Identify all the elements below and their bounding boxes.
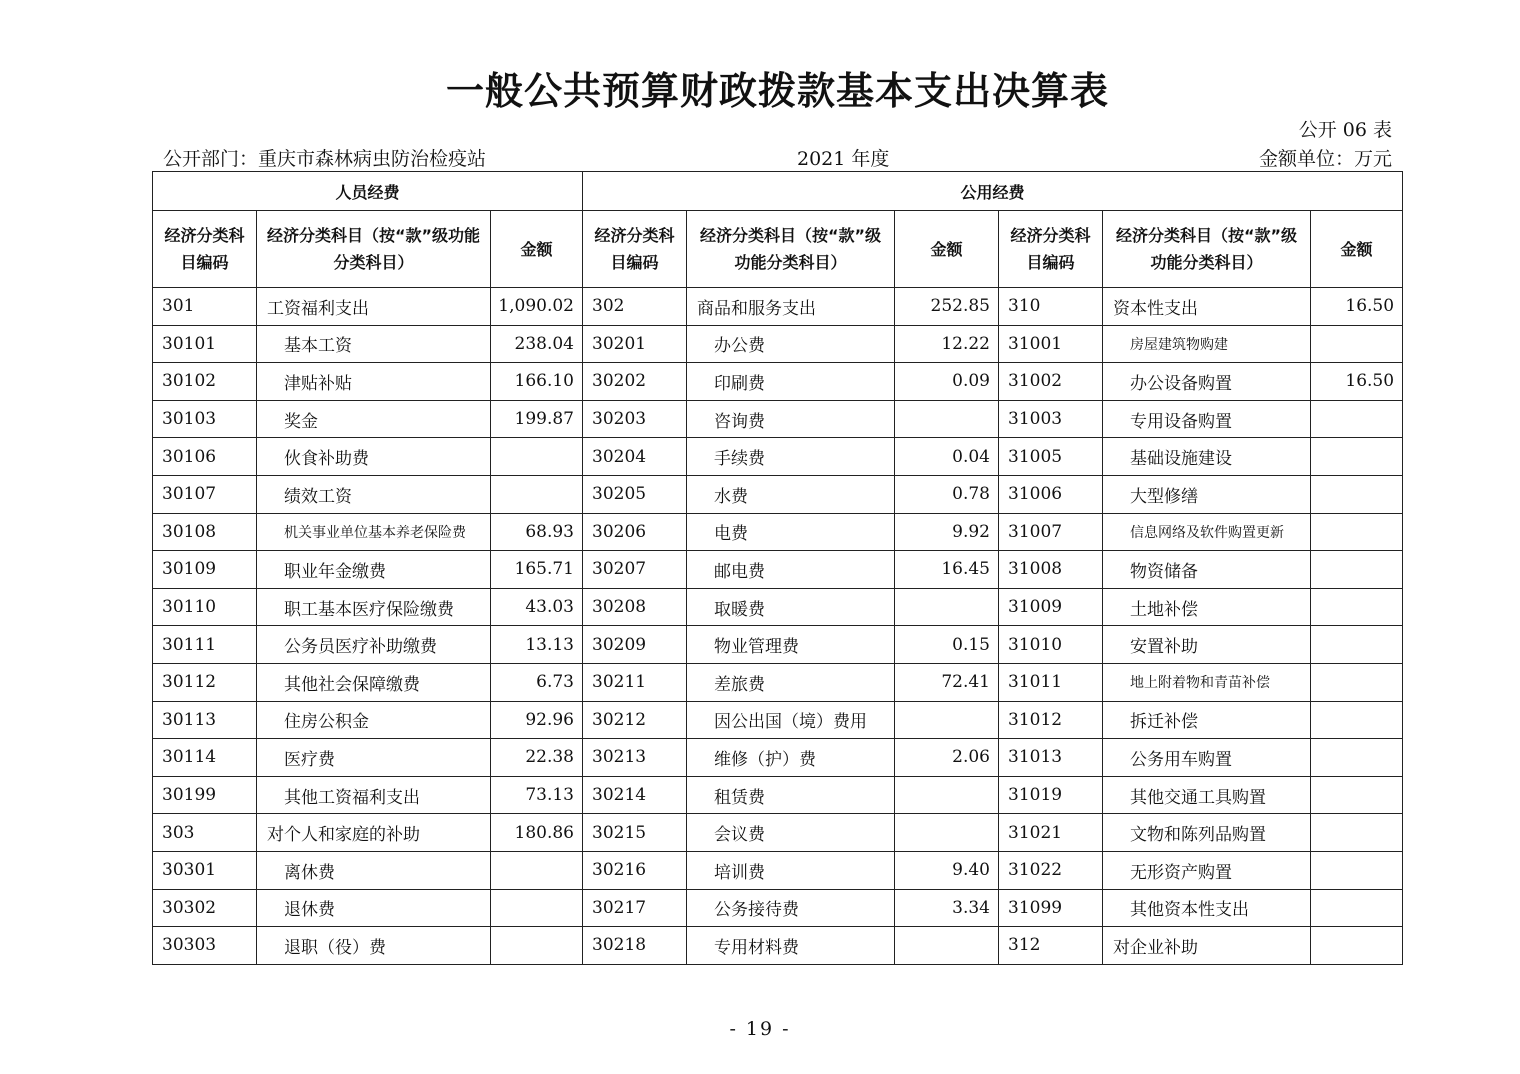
cell-name: 住房公积金 bbox=[257, 701, 491, 739]
cell-code: 30111 bbox=[153, 626, 257, 664]
cell-amount bbox=[895, 400, 999, 438]
cell-code: 30102 bbox=[153, 363, 257, 401]
department-label: 公开部门：重庆市森林病虫防治检疫站 bbox=[163, 148, 487, 170]
cell-code: 31003 bbox=[999, 400, 1103, 438]
cell-code: 30204 bbox=[583, 438, 687, 476]
cell-name: 退休费 bbox=[257, 889, 491, 927]
cell-amount bbox=[1311, 889, 1403, 927]
cell-code: 31008 bbox=[999, 551, 1103, 589]
cell-name: 其他资本性支出 bbox=[1103, 889, 1311, 927]
table-row bbox=[153, 325, 1403, 363]
cell-code: 31007 bbox=[999, 513, 1103, 551]
cell-name: 办公设备购置 bbox=[1103, 363, 1311, 401]
cell-amount: 68.93 bbox=[491, 513, 583, 551]
cell-name: 绩效工资 bbox=[257, 475, 491, 513]
cell-code: 302 bbox=[583, 288, 687, 326]
cell-code: 312 bbox=[999, 927, 1103, 965]
cell-name: 物资储备 bbox=[1103, 551, 1311, 589]
cell-amount bbox=[491, 475, 583, 513]
cell-amount bbox=[1311, 739, 1403, 777]
cell-code: 310 bbox=[999, 288, 1103, 326]
cell-name: 差旅费 bbox=[687, 663, 895, 701]
cell-amount bbox=[491, 927, 583, 965]
cell-name: 大型修缮 bbox=[1103, 475, 1311, 513]
cell-amount bbox=[1311, 325, 1403, 363]
cell-code: 30211 bbox=[583, 663, 687, 701]
group-header-public: 公用经费 bbox=[583, 172, 1403, 211]
cell-amount: 6.73 bbox=[491, 663, 583, 701]
cell-name: 基本工资 bbox=[257, 325, 491, 363]
table-row bbox=[153, 363, 1403, 401]
cell-code: 30217 bbox=[583, 889, 687, 927]
cell-name: 手续费 bbox=[687, 438, 895, 476]
amount-unit: 金额单位：万元 bbox=[1258, 148, 1392, 170]
cell-code: 31002 bbox=[999, 363, 1103, 401]
col-header-name: 经济分类科目（按“款”级功能分类科目） bbox=[687, 211, 895, 288]
cell-code: 30207 bbox=[583, 551, 687, 589]
cell-amount: 199.87 bbox=[491, 400, 583, 438]
cell-code: 30205 bbox=[583, 475, 687, 513]
cell-name: 资本性支出 bbox=[1103, 288, 1311, 326]
cell-amount bbox=[895, 776, 999, 814]
col-header-amount: 金额 bbox=[895, 211, 999, 288]
cell-amount: 16.50 bbox=[1311, 288, 1403, 326]
cell-amount bbox=[895, 701, 999, 739]
cell-amount: 180.86 bbox=[491, 814, 583, 852]
cell-amount bbox=[491, 889, 583, 927]
table-row bbox=[153, 776, 1403, 814]
table-row bbox=[153, 927, 1403, 965]
cell-code: 30216 bbox=[583, 851, 687, 889]
cell-code: 30201 bbox=[583, 325, 687, 363]
cell-code: 30108 bbox=[153, 513, 257, 551]
cell-name: 工资福利支出 bbox=[257, 288, 491, 326]
cell-code: 31010 bbox=[999, 626, 1103, 664]
cell-amount: 0.78 bbox=[895, 475, 999, 513]
cell-amount bbox=[1311, 513, 1403, 551]
cell-name: 专用材料费 bbox=[687, 927, 895, 965]
cell-name: 租赁费 bbox=[687, 776, 895, 814]
cell-code: 31011 bbox=[999, 663, 1103, 701]
table-row bbox=[153, 475, 1403, 513]
col-header-name: 经济分类科目（按“款”级功能分类科目） bbox=[257, 211, 491, 288]
cell-name: 基础设施建设 bbox=[1103, 438, 1311, 476]
cell-code: 31005 bbox=[999, 438, 1103, 476]
cell-name: 专用设备购置 bbox=[1103, 400, 1311, 438]
cell-code: 31009 bbox=[999, 588, 1103, 626]
cell-code: 30113 bbox=[153, 701, 257, 739]
cell-code: 31021 bbox=[999, 814, 1103, 852]
cell-amount bbox=[1311, 438, 1403, 476]
cell-name: 邮电费 bbox=[687, 551, 895, 589]
col-header-amount: 金额 bbox=[491, 211, 583, 288]
cell-name: 医疗费 bbox=[257, 739, 491, 777]
fiscal-year: 2021 年度 bbox=[797, 148, 890, 170]
cell-amount: 3.34 bbox=[895, 889, 999, 927]
cell-code: 31006 bbox=[999, 475, 1103, 513]
cell-code: 30106 bbox=[153, 438, 257, 476]
page-title: 一般公共预算财政拨款基本支出决算表 bbox=[445, 69, 1109, 113]
table-row bbox=[153, 551, 1403, 589]
table-row bbox=[153, 663, 1403, 701]
cell-amount: 0.09 bbox=[895, 363, 999, 401]
cell-name: 培训费 bbox=[687, 851, 895, 889]
cell-amount bbox=[1311, 588, 1403, 626]
cell-amount bbox=[491, 438, 583, 476]
cell-amount: 0.04 bbox=[895, 438, 999, 476]
cell-name: 因公出国（境）费用 bbox=[687, 701, 895, 739]
table-row bbox=[153, 814, 1403, 852]
cell-amount bbox=[491, 851, 583, 889]
cell-name: 物业管理费 bbox=[687, 626, 895, 664]
cell-name: 奖金 bbox=[257, 400, 491, 438]
cell-name: 拆迁补偿 bbox=[1103, 701, 1311, 739]
cell-amount: 13.13 bbox=[491, 626, 583, 664]
cell-amount bbox=[895, 814, 999, 852]
cell-amount: 12.22 bbox=[895, 325, 999, 363]
table-body bbox=[153, 288, 1403, 965]
cell-code: 30101 bbox=[153, 325, 257, 363]
cell-amount: 9.40 bbox=[895, 851, 999, 889]
cell-name: 咨询费 bbox=[687, 400, 895, 438]
cell-amount: 238.04 bbox=[491, 325, 583, 363]
cell-code: 301 bbox=[153, 288, 257, 326]
cell-name: 公务员医疗补助缴费 bbox=[257, 626, 491, 664]
table-row bbox=[153, 400, 1403, 438]
cell-amount: 22.38 bbox=[491, 739, 583, 777]
cell-name: 会议费 bbox=[687, 814, 895, 852]
cell-name: 无形资产购置 bbox=[1103, 851, 1311, 889]
cell-amount: 73.13 bbox=[491, 776, 583, 814]
cell-code: 30218 bbox=[583, 927, 687, 965]
cell-amount bbox=[1311, 400, 1403, 438]
form-number: 公开 06 表 bbox=[1298, 119, 1392, 141]
cell-code: 31012 bbox=[999, 701, 1103, 739]
cell-amount: 252.85 bbox=[895, 288, 999, 326]
table-row bbox=[153, 588, 1403, 626]
cell-name: 商品和服务支出 bbox=[687, 288, 895, 326]
cell-name: 津贴补贴 bbox=[257, 363, 491, 401]
cell-name: 水费 bbox=[687, 475, 895, 513]
page-number: - 19 - bbox=[729, 1018, 791, 1040]
cell-name: 对个人和家庭的补助 bbox=[257, 814, 491, 852]
cell-amount bbox=[1311, 851, 1403, 889]
cell-code: 30199 bbox=[153, 776, 257, 814]
cell-amount: 1,090.02 bbox=[491, 288, 583, 326]
cell-amount bbox=[1311, 475, 1403, 513]
col-header-code: 经济分类科目编码 bbox=[999, 211, 1103, 288]
cell-code: 30206 bbox=[583, 513, 687, 551]
cell-amount: 43.03 bbox=[491, 588, 583, 626]
cell-amount: 92.96 bbox=[491, 701, 583, 739]
cell-name: 职业年金缴费 bbox=[257, 551, 491, 589]
cell-amount: 72.41 bbox=[895, 663, 999, 701]
table-row bbox=[153, 851, 1403, 889]
table-row bbox=[153, 739, 1403, 777]
col-header-amount: 金额 bbox=[1311, 211, 1403, 288]
cell-code: 30203 bbox=[583, 400, 687, 438]
cell-code: 30103 bbox=[153, 400, 257, 438]
cell-name: 办公费 bbox=[687, 325, 895, 363]
group-header-personnel: 人员经费 bbox=[153, 172, 583, 211]
table-row bbox=[153, 889, 1403, 927]
cell-amount: 2.06 bbox=[895, 739, 999, 777]
cell-name: 取暖费 bbox=[687, 588, 895, 626]
cell-code: 30110 bbox=[153, 588, 257, 626]
cell-code: 30109 bbox=[153, 551, 257, 589]
cell-code: 30114 bbox=[153, 739, 257, 777]
col-header-name: 经济分类科目（按“款”级功能分类科目） bbox=[1103, 211, 1311, 288]
cell-amount: 16.50 bbox=[1311, 363, 1403, 401]
cell-name: 伙食补助费 bbox=[257, 438, 491, 476]
budget-table bbox=[152, 171, 1403, 965]
cell-amount: 9.92 bbox=[895, 513, 999, 551]
cell-amount bbox=[895, 927, 999, 965]
cell-code: 30214 bbox=[583, 776, 687, 814]
cell-amount bbox=[1311, 551, 1403, 589]
cell-amount: 0.15 bbox=[895, 626, 999, 664]
cell-amount bbox=[1311, 776, 1403, 814]
cell-name: 对企业补助 bbox=[1103, 927, 1311, 965]
cell-name: 职工基本医疗保险缴费 bbox=[257, 588, 491, 626]
cell-code: 303 bbox=[153, 814, 257, 852]
table-row bbox=[153, 626, 1403, 664]
cell-name: 离休费 bbox=[257, 851, 491, 889]
cell-name: 维修（护）费 bbox=[687, 739, 895, 777]
col-header-code: 经济分类科目编码 bbox=[153, 211, 257, 288]
table-row bbox=[153, 288, 1403, 326]
cell-code: 30112 bbox=[153, 663, 257, 701]
cell-amount: 166.10 bbox=[491, 363, 583, 401]
cell-code: 30301 bbox=[153, 851, 257, 889]
cell-name: 安置补助 bbox=[1103, 626, 1311, 664]
cell-amount bbox=[1311, 626, 1403, 664]
cell-code: 30212 bbox=[583, 701, 687, 739]
cell-name: 机关事业单位基本养老保险费 bbox=[257, 513, 491, 551]
cell-name: 其他交通工具购置 bbox=[1103, 776, 1311, 814]
table-row bbox=[153, 438, 1403, 476]
col-header-code: 经济分类科目编码 bbox=[583, 211, 687, 288]
cell-name: 电费 bbox=[687, 513, 895, 551]
cell-name: 其他工资福利支出 bbox=[257, 776, 491, 814]
cell-name: 信息网络及软件购置更新 bbox=[1103, 513, 1311, 551]
cell-name: 文物和陈列品购置 bbox=[1103, 814, 1311, 852]
cell-name: 公务接待费 bbox=[687, 889, 895, 927]
cell-code: 31019 bbox=[999, 776, 1103, 814]
cell-amount bbox=[1311, 663, 1403, 701]
cell-code: 30209 bbox=[583, 626, 687, 664]
cell-name: 土地补偿 bbox=[1103, 588, 1311, 626]
cell-name: 印刷费 bbox=[687, 363, 895, 401]
cell-code: 30107 bbox=[153, 475, 257, 513]
cell-code: 30215 bbox=[583, 814, 687, 852]
cell-code: 30213 bbox=[583, 739, 687, 777]
cell-name: 地上附着物和青苗补偿 bbox=[1103, 663, 1311, 701]
cell-code: 31099 bbox=[999, 889, 1103, 927]
cell-code: 31013 bbox=[999, 739, 1103, 777]
table-row bbox=[153, 701, 1403, 739]
cell-amount bbox=[1311, 814, 1403, 852]
cell-name: 退职（役）费 bbox=[257, 927, 491, 965]
cell-amount: 165.71 bbox=[491, 551, 583, 589]
cell-code: 31001 bbox=[999, 325, 1103, 363]
cell-code: 30208 bbox=[583, 588, 687, 626]
table-row bbox=[153, 513, 1403, 551]
cell-amount bbox=[895, 588, 999, 626]
cell-code: 30302 bbox=[153, 889, 257, 927]
cell-amount: 16.45 bbox=[895, 551, 999, 589]
cell-code: 30303 bbox=[153, 927, 257, 965]
cell-name: 其他社会保障缴费 bbox=[257, 663, 491, 701]
cell-code: 31022 bbox=[999, 851, 1103, 889]
cell-amount bbox=[1311, 927, 1403, 965]
cell-name: 公务用车购置 bbox=[1103, 739, 1311, 777]
cell-code: 30202 bbox=[583, 363, 687, 401]
cell-amount bbox=[1311, 701, 1403, 739]
cell-name: 房屋建筑物购建 bbox=[1103, 325, 1311, 363]
